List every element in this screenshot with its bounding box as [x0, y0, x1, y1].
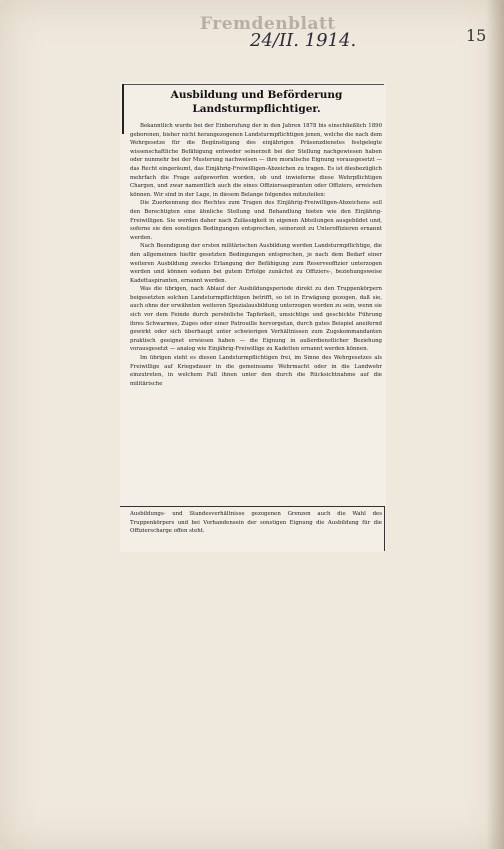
clipping-left-rule	[122, 84, 124, 134]
article-body	[130, 122, 382, 388]
newspaper-clipping	[120, 82, 386, 552]
article-paragraph: Die Zuerkennung des Rechtes zum Tragen des Einjährig-Freiwilligen-Abzeichens soll den Berechtigten eine ähnliche Stellung und Behandlung bieten wie den Einjährig-Freiwilligen. Sie werden daher nach Zulässigkeit in eigenen Abteilungen ausgebildet und, soferne sie den sonstigen Bedingungen entsprechen, seinerzeit zu Unteroffizieren ernannt werden.	[130, 200, 382, 241]
newspaper-stamp: Fremdenblatt	[200, 14, 336, 34]
article-paragraph: Nach Beendigung der ersten militärischen Ausbildung werden Landsturmpflichtige, die den allgemeinen hiefür gesetzten Bedingungen entsprechen, je nach dem Bedarf einer weiteren Ausbildung zwecks Erlangung der Befähigung zum Reserveoffizier unterzogen werden und können sodann bei gutem Erfolge zunächst zu Offiziers-, beziehungsweise Kadettaspiranten, ernannt werden.	[130, 243, 382, 284]
article-paragraph: Im übrigen steht es diesen Landsturmpflichtigen frei, im Sinne des Wehrgesetzes als Freiwillige auf Kriegsdauer in die gemeinsame Wehrmacht oder in die Landwehr einzutreten, in welchem Fall ihnen unter den durch die Rücksichtnahme auf die militärische	[130, 355, 382, 387]
article-title: Ausbildung und Beförderung Landsturmpflichtiger.	[170, 89, 343, 115]
article-paragraph: Bekanntlich wurde bei der Einberufung der in den Jahren 1878 bis einschließlich 1890 geborenen, bisher nicht herangezogenen Landsturmpflichtigen jenen, welche die nach dem Wehrgesetze für die Begünstigung des einjährigen Präsenzdienstes festgelegte wissenschaftliche Befähigung entweder seinerzeit bei der Stellung nachgewiesen haben oder nunmehr bei der Musterung nachweisen — ihre moralische Eignung vorausgesetzt — das Recht eingeräumt, das Einjährig-Freiwilligen-Abzeichen zu tragen. Es ist diesbezüglich mehrfach die Frage aufgeworfen worden, ob und inwieferne diese Wehrpflichtigen Chargen, und zwar namentlich auch die eines Offiziersaspiranten oder Offiziers, erreichen können. Wir sind in der Lage, in diesem Belange folgendes mitzuteilen:	[130, 123, 382, 198]
page-edge-shadow	[486, 0, 504, 849]
article-paragraph: Was die übrigen, nach Ablauf der Ausbildungsperiode direkt zu den Truppenkörpern beigesetzten solchen Landsturmpflichtigen betrifft, so ist in Erwägung gezogen, daß sie, auch ohne der erwähnten weiteren Spezialausbildung unterzogen worden zu sein, wenn sie sich vor dem Feinde durch persönliche Tapferkeit, umsichtige und geschickte Führung ihres Schwarmes, Zuges oder einer Patrouille hervorgetan, durch gutes Beispiel aneifernd gewirkt oder sich überhaupt unter schwierigen Verhältnissen zum Zugskommandanten praktisch geeignet erwiesen haben — die Eignung in außerdienstlicher Beziehung vorausgesetzt — analog wie Einjährig-Freiwillige zu Kadetten ernannt werden können.	[130, 286, 382, 353]
clipping-top-rule	[122, 84, 384, 85]
page-number: 15	[466, 26, 487, 45]
handwritten-date: 24/II. 1914.	[250, 30, 357, 51]
boxed-paragraph: Ausbildungs- und Standesverhältnisse gezogenen Grenzen auch die Wahl des Truppenkörpers und bei Vorhandensein der sonstigen Eignung die Ausbildung für die Offizierscharge offen steht.	[130, 511, 382, 535]
